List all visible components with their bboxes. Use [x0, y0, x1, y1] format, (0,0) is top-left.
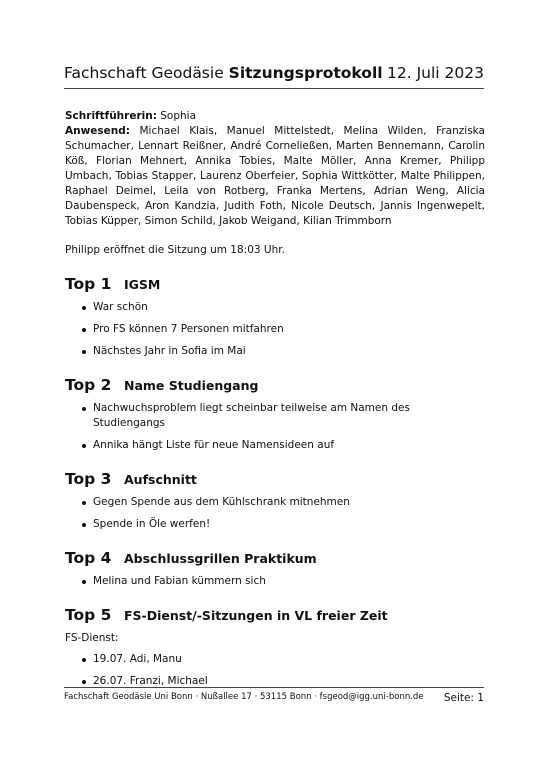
section-top-4 — [65, 549, 485, 589]
bullet-list — [65, 401, 485, 453]
bullet-list — [65, 652, 485, 689]
section-title: Aufschnitt — [124, 472, 197, 487]
section-number: Top 1 — [65, 275, 112, 293]
list-item: Nachwuchsproblem liegt scheinbar teilweise am Namen des Studiengangs — [65, 401, 485, 431]
section-heading — [65, 275, 485, 294]
section-number: Top 3 — [65, 470, 112, 488]
header-title-prefix: Fachschaft Geodäsie — [64, 64, 224, 82]
page-number: Seite: 1 — [443, 692, 484, 704]
section-number: Top 4 — [65, 549, 112, 567]
section-title: IGSM — [124, 277, 161, 292]
writer-name: Sophia — [160, 110, 197, 122]
list-item: Spende in Öle werfen! — [65, 517, 485, 532]
section-title: Abschlussgrillen Praktikum — [124, 551, 317, 566]
section-top-5 — [65, 606, 485, 689]
section-heading — [65, 470, 485, 489]
list-item: War schön — [65, 300, 485, 315]
section-heading — [65, 606, 485, 625]
bullet-list — [65, 495, 485, 532]
footer-address: Fachschaft Geodäsie Uni Bonn · Nußallee 17 · 53115 Bonn · fsgeod@igg.uni-bonn.de — [64, 692, 424, 702]
section-heading — [65, 376, 485, 395]
list-item: Melina und Fabian kümmern sich — [65, 574, 485, 589]
bullet-list — [65, 300, 485, 359]
section-heading — [65, 549, 485, 568]
list-item: Pro FS können 7 Personen mitfahren — [65, 322, 485, 337]
section-top-3 — [65, 470, 485, 532]
section-number: Top 2 — [65, 376, 112, 394]
list-item: Nächstes Jahr in Sofia im Mai — [65, 344, 485, 359]
page-header — [64, 64, 484, 82]
section-number: Top 5 — [65, 606, 112, 624]
attendees-line — [65, 124, 485, 229]
writer-label: Schriftführerin: — [65, 110, 157, 122]
list-item: Annika hängt Liste für neue Namensideen auf — [65, 438, 485, 453]
document-body — [65, 109, 485, 696]
attendees-list: Michael Klais, Manuel Mittelstedt, Melina Wilden, Franziska Schumacher, Lennart Reißner, André Corneließen, Marten Bennemann, Carolin Köß, Florian Mehnert, Annika Tobies, Malte Möller, Anna Kremer, Philipp Umbach, Tobias Stapper, Laurenz Oberfeier, Sophia Wittkötter, Malte Philippen, Raphael Deimel, Leila von Rotberg, Franka Mertens, Adrian Weng, Alicia Daubenspeck, Aron Kandzia, Judith Foth, Nicole Deutsch, Jannis Ingenwepelt, Tobias Küpper, Simon Schild, Jakob Weigand, Kilian Trimmborn — [65, 125, 485, 227]
list-item: 26.07. Franzi, Michael — [65, 674, 485, 689]
attendees-label: Anwesend: — [65, 125, 130, 137]
header-title-bold: Sitzungsprotokoll — [228, 64, 383, 82]
section-top-2 — [65, 376, 485, 453]
header-date: 12. Juli 2023 — [387, 64, 484, 82]
list-item: 19.07. Adi, Manu — [65, 652, 485, 667]
subsection-label: FS-Dienst: — [65, 632, 119, 644]
section-title: FS-Dienst/-Sitzungen in VL freier Zeit — [124, 608, 388, 623]
bullet-list — [65, 574, 485, 589]
header-title — [64, 64, 383, 82]
page-footer — [64, 692, 484, 704]
meta-block — [65, 109, 485, 229]
writer-line — [65, 109, 485, 124]
section-top-1 — [65, 275, 485, 359]
footer-divider — [64, 687, 484, 688]
intro-text: Philipp eröffnet die Sitzung um 18:03 Uhr. — [65, 244, 285, 256]
list-item: Gegen Spende aus dem Kühlschrank mitnehmen — [65, 495, 485, 510]
section-title: Name Studiengang — [124, 378, 259, 393]
header-divider — [64, 88, 484, 89]
